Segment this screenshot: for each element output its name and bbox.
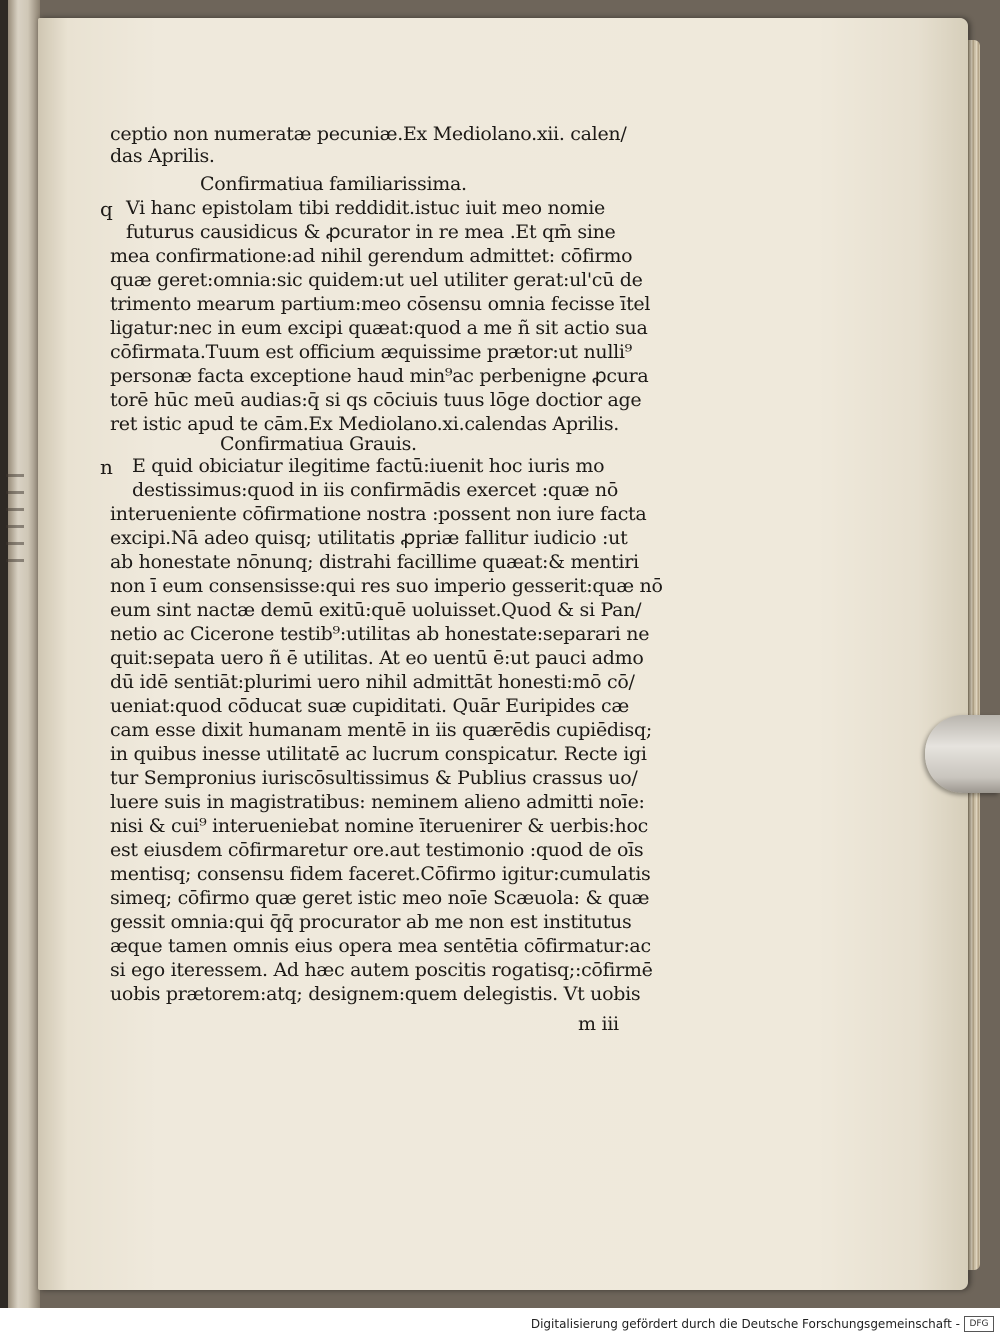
text-line: cōfirmata.Tuum est officium æquissime prætor:ut nulli⁹ (110, 341, 632, 363)
text-line: mea confirmatione:ad nihil gerendum admittet: cōfirmo (110, 245, 633, 267)
text-line: in quibus inesse utilitatē ac lucrum conspicatur. Recte igi (110, 743, 647, 765)
text-line: ceptio non numeratæ pecuniæ.Ex Mediolano.xii. calen/ (110, 123, 627, 145)
signature-mark: m iii (578, 1013, 619, 1035)
text-line: quit:sepata uero ñ ē utilitas. At eo uentū ē:ut pauci admo (110, 647, 644, 669)
text-line: est eiusdem cōfirmaretur ore.aut testimonio :quod de oīs (110, 839, 644, 861)
text-line: nisi & cui⁹ interueniebat nomine īteruenirer & uerbis:hoc (110, 815, 648, 837)
text-line: ligatur:nec in eum excipi quæat:quod a me ñ sit actio sua (110, 317, 648, 339)
text-line: excipi.Nā adeo quisq; utilitatis ꝓpriæ fallitur iudicio :ut (110, 527, 628, 549)
binding-edge (0, 0, 8, 1308)
text-line: si ego iteressem. Ad hæc autem poscitis rogatisq;:cōfirmē (110, 959, 653, 981)
text-line: destissimus:quod in iis confirmādis exercet :quæ nō (132, 479, 618, 501)
text-line: uobis prætorem:atq; designem:quem delegistis. Vt uobis (110, 983, 641, 1005)
dfg-logo-icon: DFG (964, 1316, 994, 1332)
funding-credit: Digitalisierung gefördert durch die Deutsche Forschungsgemeinschaft - (530, 1317, 960, 1331)
footer-bar (0, 1308, 1000, 1339)
text-line: ueniat:quod cōducat suæ cupiditati. Quār Euripides cæ (110, 695, 629, 717)
text-line: dū idē sentiāt:plurimi uero nihil admittāt honesti:mō cō/ (110, 671, 635, 693)
text-line: personæ facta exceptione haud min⁹ac perbenigne ꝓcura (110, 365, 649, 387)
text-line: futurus causidicus & ꝓcurator in re mea .Et qm̄ sine (126, 221, 616, 243)
text-line: ab honestate nōnunq; distrahi facillime quæat:& mentiri (110, 551, 639, 573)
text-line: netio ac Cicerone testib⁹:utilitas ab honestate:separari ne (110, 623, 650, 645)
text-line: Vi hanc epistolam tibi reddidit.istuc iuit meo nomie (126, 197, 605, 219)
lead-letter: q (100, 197, 113, 221)
text-line: eum sint nactæ demū exitū:quē uoluisset.Quod & si Pan/ (110, 599, 642, 621)
text-line: simeq; cōfirmo quæ geret istic meo noīe Scæuola: & quæ (110, 887, 650, 909)
section-heading: Confirmatiua Grauis. (220, 433, 417, 455)
text-line: tur Sempronius iuriscōsultissimus & Publius crassus uo/ (110, 767, 638, 789)
text-line: trimento mearum partium:meo cōsensu omnia fecisse ītel (110, 293, 651, 315)
section-heading: Confirmatiua familiarissima. (200, 173, 467, 195)
text-line: cam esse dixit humanam mentē in iis quærēdis cupiēdisq; (110, 719, 652, 741)
text-line: torē hūc meū audias:q̄ si qs cōciuis tuus lōge doctior age (110, 389, 642, 411)
text-line: ret istic apud te cām.Ex Mediolano.xi.calendas Aprilis. (110, 413, 620, 435)
text-line: das Aprilis. (110, 145, 215, 167)
lead-letter: n (100, 455, 113, 479)
text-line: luere suis in magistratibus: neminem alieno admitti noīe: (110, 791, 645, 813)
text-line: mentisq; consensu fidem faceret.Cōfirmo igitur:cumulatis (110, 863, 651, 885)
book-page (38, 18, 968, 1290)
text-line: non ī eum consensisse:qui res suo imperio gesserit:quæ nō (110, 575, 663, 597)
text-line: æque tamen omnis eius opera mea sentētia cōfirmatur:ac (110, 935, 651, 957)
text-line: interueniente cōfirmatione nostra :possent non iure facta (110, 503, 647, 525)
text-line: E quid obiciatur ilegitime factū:iuenit hoc iuris mo (132, 455, 605, 477)
text-line: gessit omnia:qui q̄q̄ procurator ab me non est institutus (110, 911, 632, 933)
left-page-marks (2, 460, 28, 640)
page-clip (925, 715, 1000, 793)
text-line: quæ geret:omnia:sic quidem:ut uel utiliter gerat:ul'cū de (110, 269, 643, 291)
